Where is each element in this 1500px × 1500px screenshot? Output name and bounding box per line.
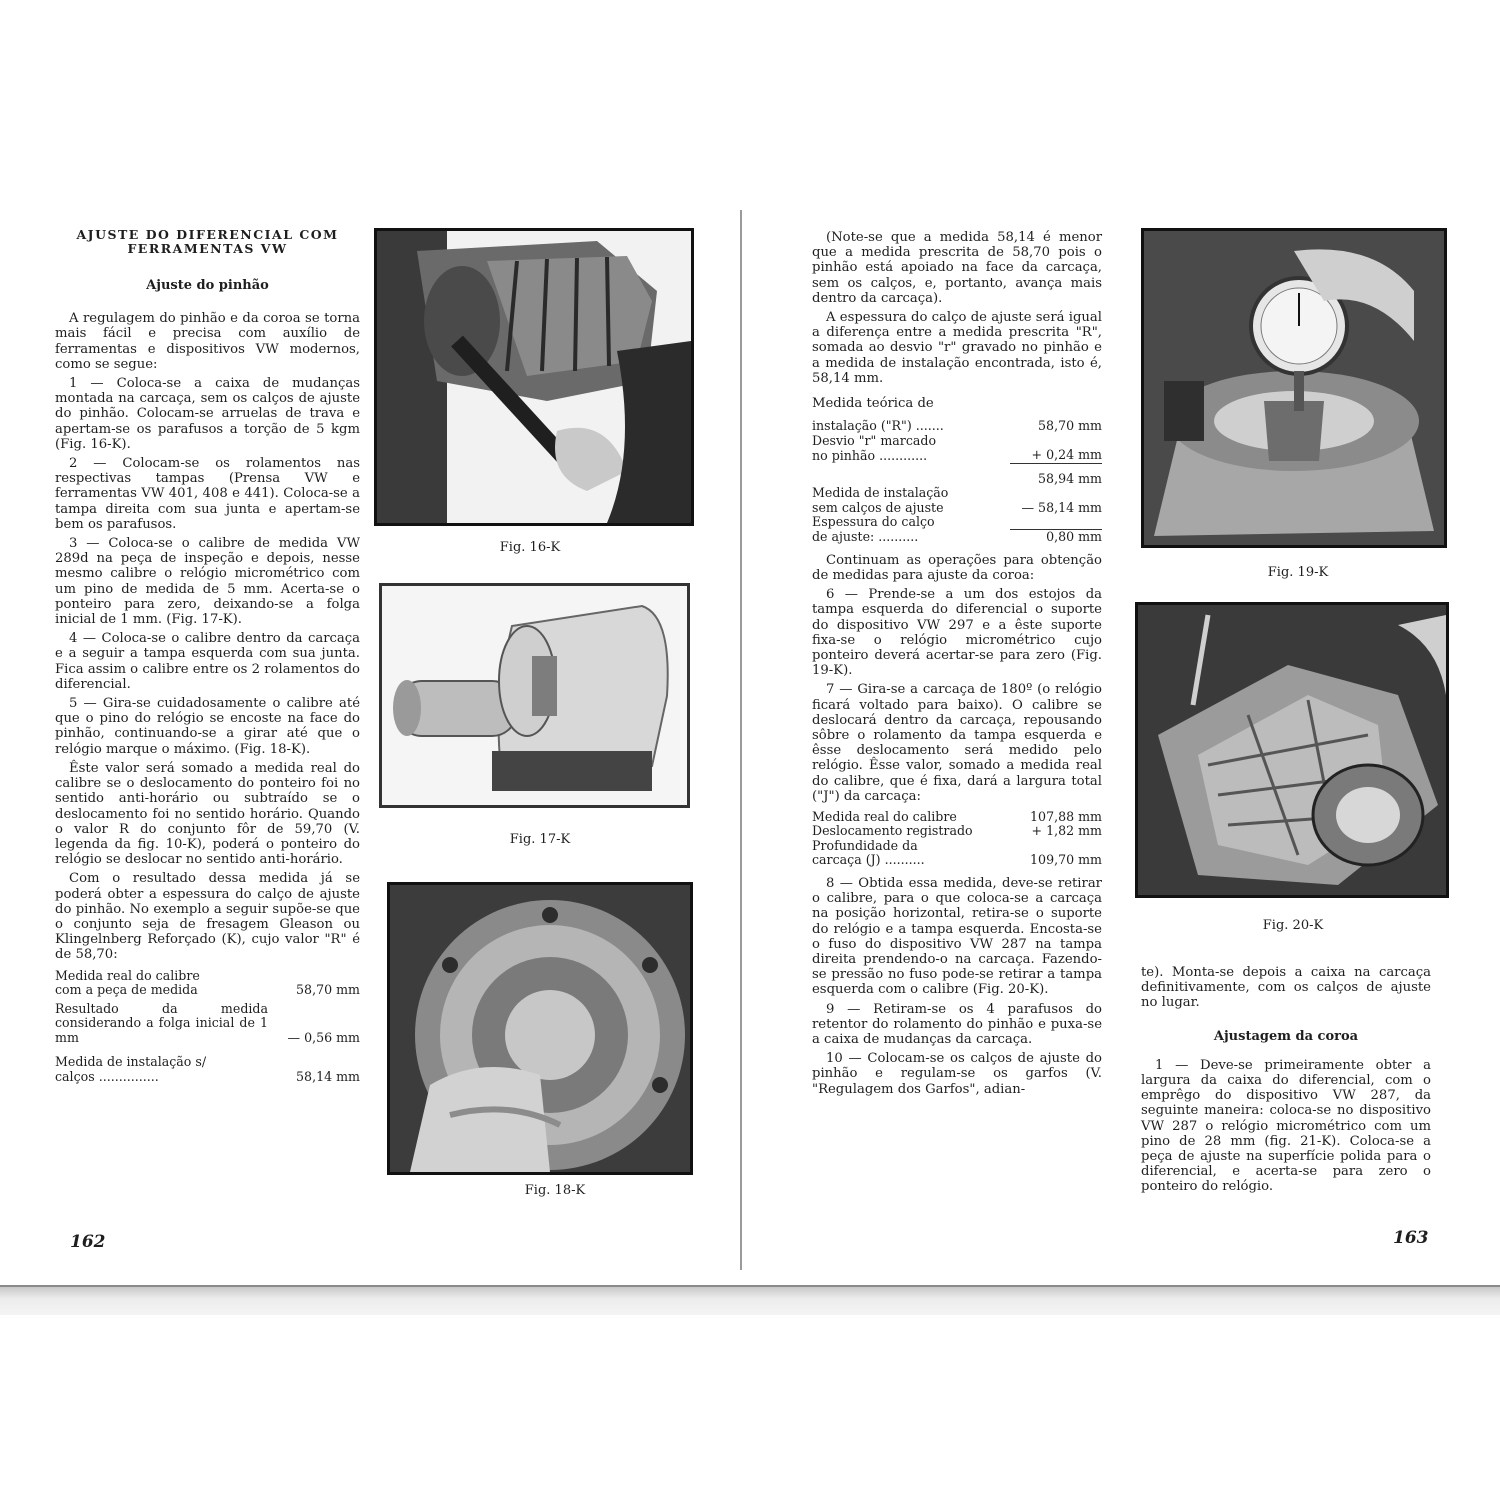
table-header: Medida teórica de — [812, 396, 934, 412]
paragraph: 4 — Coloca-se o calibre dentro da carcaça e a seguir a tampa esquerda com sua junta. Fica assim o calibre entre os 2 rolamentos do diferencial. — [55, 631, 360, 692]
paragraph: 3 — Coloca-se o calibre de medida VW 289d na peça de inspeção e depois, nesse mesmo calibre o relógio micrométrico com um pino de medida de 5 mm. Acerta-se o ponteiro para zero, deixando-se a folga inicial de 1 mm. (Fig. 17-K). — [55, 536, 360, 628]
measurement-table: Medida real do calibre com a peça de medida 58,70 mm Resultado da medida considerando a folga inicial de 1 mm — 0,56 mm Medida de instalação s/ calços ............... 58,14 mm — [55, 967, 360, 1084]
paragraph: 9 — Retiram-se os 4 parafusos do retentor do rolamento do pinhão e puxa-se a caixa de mudanças da carcaça. — [812, 1001, 1102, 1048]
left-text-column — [55, 228, 360, 1092]
paragraph: 10 — Colocam-se os calços de ajuste do pinhão e regulam-se os garfos (V. "Regulagem dos Garfos", adian- — [812, 1051, 1102, 1097]
section-title: AJUSTE DO DIFERENCIAL COM FERRAMENTAS VW — [76, 227, 339, 256]
measurement-table: instalação ("R") ....... 58,70 mm Desvio "r" marcado no pinhão ............ + 0,24 mm 58,94 mm Medida de instalação sem calços de ajuste — 58,14 mm Espessura do calço de ajuste: .......... 0,80 mm — [812, 418, 1102, 545]
paragraph: 1 — Deve-se primeiramente obter a largura da caixa do diferencial, com o emprêgo do dispositivo VW 287, da seguinte maneira: coloca-se no dispositivo VW 287 o relógio micrométrico com um pino de 28 mm (fig. 21-K). Coloca-se a peça de ajuste na superfície polida para o diferencial, e acerta-se para zero o ponteiro do relógio. — [1141, 1057, 1431, 1195]
figure-19k-photo — [1141, 228, 1447, 548]
figure-caption: Fig. 16-K — [499, 540, 561, 555]
figure-17k-photo — [379, 583, 690, 808]
paragraph: 5 — Gira-se cuidadosamente o calibre até que o pino do relógio se encoste na face do pinhão, continuando-se a girar até que o relógio marque o máximo. (Fig. 18-K). — [55, 696, 360, 757]
paragraph: (Note-se que a medida 58,14 é menor que a medida prescrita de 58,70 pois o pinhão está apoiado na face da carcaça, sem os calços, e, portanto, avança mais dentro da carcaça). — [812, 230, 1102, 306]
paragraph: 7 — Gira-se a carcaça de 180º (o relógio ficará voltado para baixo). O calibre se deslocará dentro da carcaça, repousando sôbre o rolamento da tampa esquerda e êsse deslocamento será medido pelo relógio. Êsse valor, somado a medida real do calibre, que é fixa, dará a largura total ("J") da carcaça: — [812, 682, 1102, 804]
figure-caption: Fig. 19-K — [1267, 565, 1329, 580]
section-subtitle: Ajustagem da coroa — [1213, 1028, 1359, 1044]
figure-caption: Fig. 18-K — [524, 1183, 586, 1198]
paragraph: 2 — Colocam-se os rolamentos nas respectivas tampas (Prensa VW e ferramentas VW 401, 408 e 441). Coloca-se a tampa direita com sua junta e apertam-se bem os parafusos. — [55, 456, 360, 532]
figure-18k-photo — [387, 882, 693, 1175]
paragraph: Com o resultado dessa medida já se poderá obter a espessura do calço de ajuste do pinhão. No exemplo a seguir supõe-se que o conjunto seja de fresagem Gleason ou Klingelnberg Reforçado (K), cujo valor "R" é de 58,70: — [55, 871, 360, 963]
right-text-column-1 — [812, 230, 1102, 1101]
paragraph: Êste valor será somado a medida real do calibre se o deslocamento do ponteiro foi no sentido anti-horário ou subtraído se o deslocamento foi no sentido horário. Quando o valor R do conjunto fôr de 59,70 (V. legenda da fig. 10-K), poderá o ponteiro do relógio se deslocar no sentido anti-horário. — [55, 760, 360, 868]
page-number: 162 — [70, 1232, 106, 1252]
paragraph: te). Monta-se depois a caixa na carcaça definitivamente, com os calços de ajuste no lugar. — [1141, 965, 1431, 1011]
viewer-bottom-bar — [0, 1285, 1500, 1315]
paragraph: A regulagem do pinhão e da coroa se torna mais fácil e precisa com auxílio de ferramentas e dispositivos VW modernos, como se segue: — [55, 311, 360, 372]
book-spine — [740, 210, 742, 1270]
paragraph: 1 — Coloca-se a caixa de mudanças montada na carcaça, sem os calços de ajuste do pinhão. Colocam-se arruelas de trava e apertam-se os parafusos a torção de 5 kgm (Fig. 16-K). — [55, 376, 360, 452]
paragraph: Continuam as operações para obtenção de medidas para ajuste da coroa: — [812, 552, 1102, 583]
page-number: 163 — [1393, 1228, 1429, 1248]
right-text-column-2 — [1141, 965, 1431, 1199]
figure-20k-photo — [1135, 602, 1449, 898]
paragraph: 6 — Prende-se a um dos estojos da tampa esquerda do diferencial o suporte do dispositivo VW 297 e a êste suporte fixa-se o relógio micrométrico cujo ponteiro deverá acertar-se para zero (Fig. 19-K). — [812, 587, 1102, 679]
figure-caption: Fig. 20-K — [1262, 918, 1324, 933]
paragraph: 8 — Obtida essa medida, deve-se retirar o calibre, para o que coloca-se a carcaça na posição horizontal, retira-se o suporte do relógio e a tampa esquerda. Encosta-se o fuso do dispositivo VW 287 na tampa direita prendendo-o na carcaça. Fazendo-se pressão no fuso pode-se retirar a tampa esquerda com o calibre (Fig. 20-K). — [812, 875, 1102, 998]
figure-16k-photo — [374, 228, 694, 526]
paragraph: A espessura do calço de ajuste será igual a diferença entre a medida prescrita "R", somada ao desvio "r" gravado no pinhão e a medida de instalação encontrada, isto é, 58,14 mm. — [812, 310, 1102, 386]
section-subtitle: Ajuste do pinhão — [146, 278, 269, 293]
figure-caption: Fig. 17-K — [509, 832, 571, 847]
measurement-table: Medida real do calibre 107,88 mm Deslocamento registrado + 1,82 mm Profundidade da carcaça (J) .......... 109,70 mm — [812, 808, 1102, 868]
